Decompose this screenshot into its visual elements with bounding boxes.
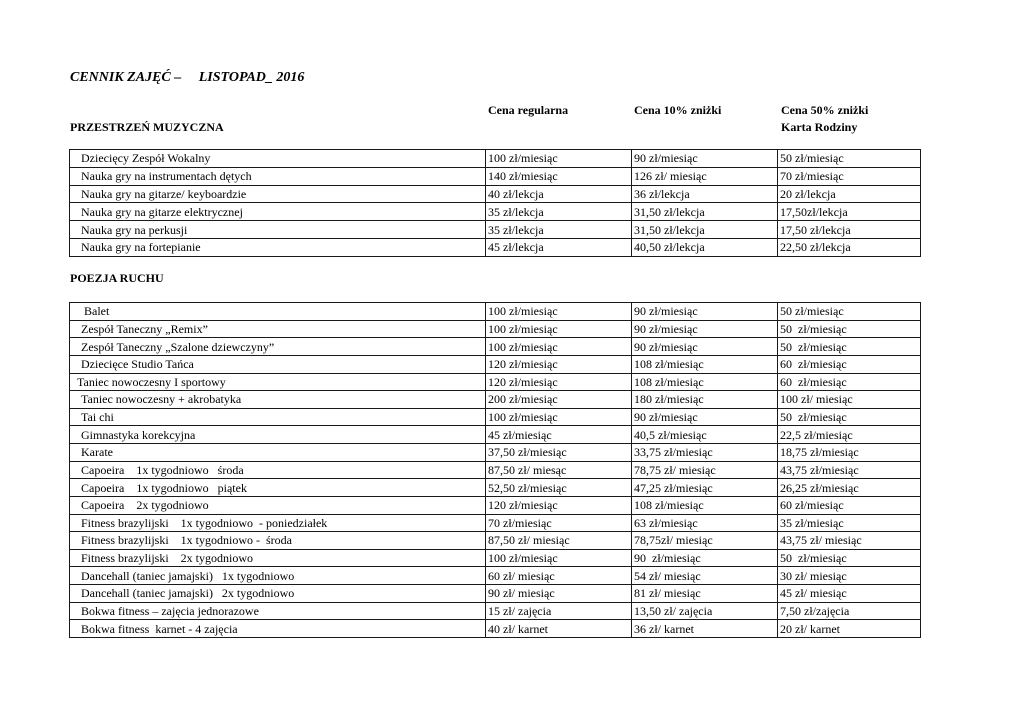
cell-price-discount-10: 13,50 zł/ zajęcia [632,603,778,620]
table-row [69,374,921,392]
cell-price-discount-10: 90 zł/miesiąc [632,303,778,320]
column-header-discount-10: Cena 10% zniżki [634,103,722,117]
cell-activity-name: Fitness brazylijski 1x tygodniowo - środa [69,532,486,549]
cell-price-discount-10: 90 zł/miesiąc [632,338,778,355]
cell-price-discount-50: 60 zł/miesiąc [778,374,921,391]
cell-price-discount-50: 50 zł/miesiąc [778,150,921,167]
table-row [69,321,921,339]
section-heading-music: PRZESTRZEŃ MUZYCZNA [70,120,224,134]
cell-price-discount-10: 31,50 zł/lekcja [632,221,778,238]
cell-price-discount-10: 90 zł/miesiąc [632,409,778,426]
cell-price-regular: 60 zł/ miesiąc [486,567,632,584]
table-row [69,221,921,239]
cell-activity-name: Bokwa fitness – zajęcia jednorazowe [69,603,486,620]
cell-price-discount-50: 20 zł/ karnet [778,620,921,637]
cell-price-regular: 45 zł/miesiąc [486,426,632,443]
table-row [69,239,921,257]
cell-price-discount-10: 108 zł/miesiąc [632,497,778,514]
table-row [69,532,921,550]
cell-price-regular: 120 zł/miesiąc [486,374,632,391]
cell-activity-name: Fitness brazylijski 2x tygodniowo [69,550,486,567]
cell-price-discount-50: 50 zł/miesiąc [778,550,921,567]
table-row [69,303,921,321]
cell-activity-name: Balet [69,303,486,320]
cell-price-discount-10: 78,75 zł/ miesiąc [632,462,778,479]
cell-price-discount-50: 100 zł/ miesiąc [778,391,921,408]
cell-price-discount-50: 43,75 zł/ miesiąc [778,532,921,549]
cell-price-discount-10: 126 zł/ miesiąc [632,168,778,185]
cell-price-discount-10: 36 zł/lekcja [632,186,778,203]
cell-price-regular: 90 zł/ miesiąc [486,585,632,602]
table-row [69,479,921,497]
table-row [69,603,921,621]
cell-price-regular: 140 zł/miesiąc [486,168,632,185]
table-row [69,186,921,204]
column-header-discount-50: Cena 50% zniżki [781,103,869,117]
price-table-music [69,149,921,257]
cell-price-discount-10: 63 zł/miesiąc [632,515,778,532]
price-table-movement [69,302,921,638]
cell-price-discount-10: 108 zł/miesiąc [632,374,778,391]
cell-price-discount-50: 17,50 zł/lekcja [778,221,921,238]
cell-price-discount-50: 17,50zł/lekcja [778,203,921,220]
cell-price-regular: 200 zł/miesiąc [486,391,632,408]
cell-price-regular: 40 zł/lekcja [486,186,632,203]
cell-price-discount-10: 54 zł/ miesiąc [632,567,778,584]
cell-activity-name: Nauka gry na gitarze/ keyboardzie [69,186,486,203]
table-row [69,426,921,444]
cell-activity-name: Taniec nowoczesny I sportowy [69,374,486,391]
column-header-discount-50-note: Karta Rodziny [781,120,858,134]
cell-price-discount-50: 30 zł/ miesiąc [778,567,921,584]
table-row [69,203,921,221]
cell-price-discount-50: 26,25 zł/miesiąc [778,479,921,496]
table-row [69,515,921,533]
cell-price-discount-10: 78,75zł/ miesiąc [632,532,778,549]
cell-activity-name: Gimnastyka korekcyjna [69,426,486,443]
document-title: CENNIK ZAJĘĆ – LISTOPAD_ 2016 [70,70,305,85]
cell-price-discount-50: 45 zł/ miesiąc [778,585,921,602]
cell-price-regular: 100 zł/miesiąc [486,150,632,167]
cell-activity-name: Capoeira 2x tygodniowo [69,497,486,514]
cell-price-regular: 15 zł/ zajęcia [486,603,632,620]
cell-price-discount-10: 33,75 zł/miesiąc [632,444,778,461]
cell-activity-name: Taniec nowoczesny + akrobatyka [69,391,486,408]
cell-activity-name: Dancehall (taniec jamajski) 1x tygodniowo [69,567,486,584]
cell-price-discount-50: 60 zł/miesiąc [778,497,921,514]
cell-price-discount-50: 43,75 zł/miesiąc [778,462,921,479]
cell-price-discount-10: 40,5 zł/miesiąc [632,426,778,443]
cell-activity-name: Capoeira 1x tygodniowo piątek [69,479,486,496]
table-row [69,356,921,374]
cell-price-discount-50: 70 zł/miesiąc [778,168,921,185]
cell-price-regular: 120 zł/miesiąc [486,497,632,514]
cell-price-discount-10: 90 zł/miesiąc [632,321,778,338]
table-row [69,585,921,603]
cell-price-regular: 100 zł/miesiąc [486,409,632,426]
table-row [69,497,921,515]
cell-price-discount-10: 81 zł/ miesiąc [632,585,778,602]
cell-activity-name: Karate [69,444,486,461]
table-row [69,462,921,480]
cell-activity-name: Nauka gry na gitarze elektrycznej [69,203,486,220]
table-row [69,409,921,427]
cell-price-regular: 52,50 zł/miesiąc [486,479,632,496]
cell-activity-name: Fitness brazylijski 1x tygodniowo - poniedziałek [69,515,486,532]
cell-price-discount-10: 36 zł/ karnet [632,620,778,637]
cell-price-regular: 100 zł/miesiąc [486,321,632,338]
cell-price-discount-50: 22,50 zł/lekcja [778,239,921,256]
cell-price-discount-50: 50 zł/miesiąc [778,303,921,320]
cell-price-discount-50: 20 zł/lekcja [778,186,921,203]
table-row [69,550,921,568]
cell-price-discount-10: 180 zł/miesiąc [632,391,778,408]
table-row [69,168,921,186]
cell-price-discount-10: 108 zł/miesiąc [632,356,778,373]
cell-price-discount-50: 7,50 zł/zajęcia [778,603,921,620]
table-row [69,567,921,585]
cell-price-discount-50: 60 zł/miesiąc [778,356,921,373]
cell-price-regular: 100 zł/miesiąc [486,303,632,320]
section-heading-movement: POEZJA RUCHU [70,271,164,285]
cell-price-regular: 87,50 zł/ miesiąc [486,532,632,549]
cell-price-discount-50: 50 zł/miesiąc [778,409,921,426]
cell-activity-name: Capoeira 1x tygodniowo środa [69,462,486,479]
cell-price-regular: 35 zł/lekcja [486,221,632,238]
cell-price-discount-50: 18,75 zł/miesiąc [778,444,921,461]
cell-activity-name: Zespół Taneczny „Remix” [69,321,486,338]
cell-activity-name: Zespół Taneczny „Szalone dziewczyny” [69,338,486,355]
cell-price-regular: 70 zł/miesiąc [486,515,632,532]
cell-price-discount-10: 90 zł/miesiąc [632,150,778,167]
cell-activity-name: Dancehall (taniec jamajski) 2x tygodniowo [69,585,486,602]
cell-price-regular: 35 zł/lekcja [486,203,632,220]
cell-price-regular: 120 zł/miesiąc [486,356,632,373]
cell-price-discount-10: 47,25 zł/miesiąc [632,479,778,496]
column-header-regular-price: Cena regularna [488,103,569,117]
cell-price-regular: 37,50 zł/miesiąc [486,444,632,461]
cell-price-discount-50: 35 zł/miesiąc [778,515,921,532]
cell-activity-name: Dziecięce Studio Tańca [69,356,486,373]
table-row [69,620,921,638]
cell-activity-name: Tai chi [69,409,486,426]
table-row [69,338,921,356]
cell-price-regular: 87,50 zł/ miesąc [486,462,632,479]
cell-activity-name: Dziecięcy Zespół Wokalny [69,150,486,167]
cell-activity-name: Nauka gry na instrumentach dętych [69,168,486,185]
cell-activity-name: Nauka gry na fortepianie [69,239,486,256]
cell-price-regular: 45 zł/lekcja [486,239,632,256]
cell-price-discount-50: 50 zł/miesiąc [778,338,921,355]
cell-price-regular: 100 zł/miesiąc [486,338,632,355]
cell-price-discount-50: 22,5 zł/miesiąc [778,426,921,443]
table-row [69,391,921,409]
cell-price-discount-50: 50 zł/miesiąc [778,321,921,338]
cell-activity-name: Nauka gry na perkusji [69,221,486,238]
table-row [69,150,921,168]
cell-activity-name: Bokwa fitness karnet - 4 zajęcia [69,620,486,637]
cell-price-discount-10: 31,50 zł/lekcja [632,203,778,220]
cell-price-regular: 100 zł/miesiąc [486,550,632,567]
cell-price-regular: 40 zł/ karnet [486,620,632,637]
table-row [69,444,921,462]
cell-price-discount-10: 40,50 zł/lekcja [632,239,778,256]
cell-price-discount-10: 90 zł/miesiąc [632,550,778,567]
